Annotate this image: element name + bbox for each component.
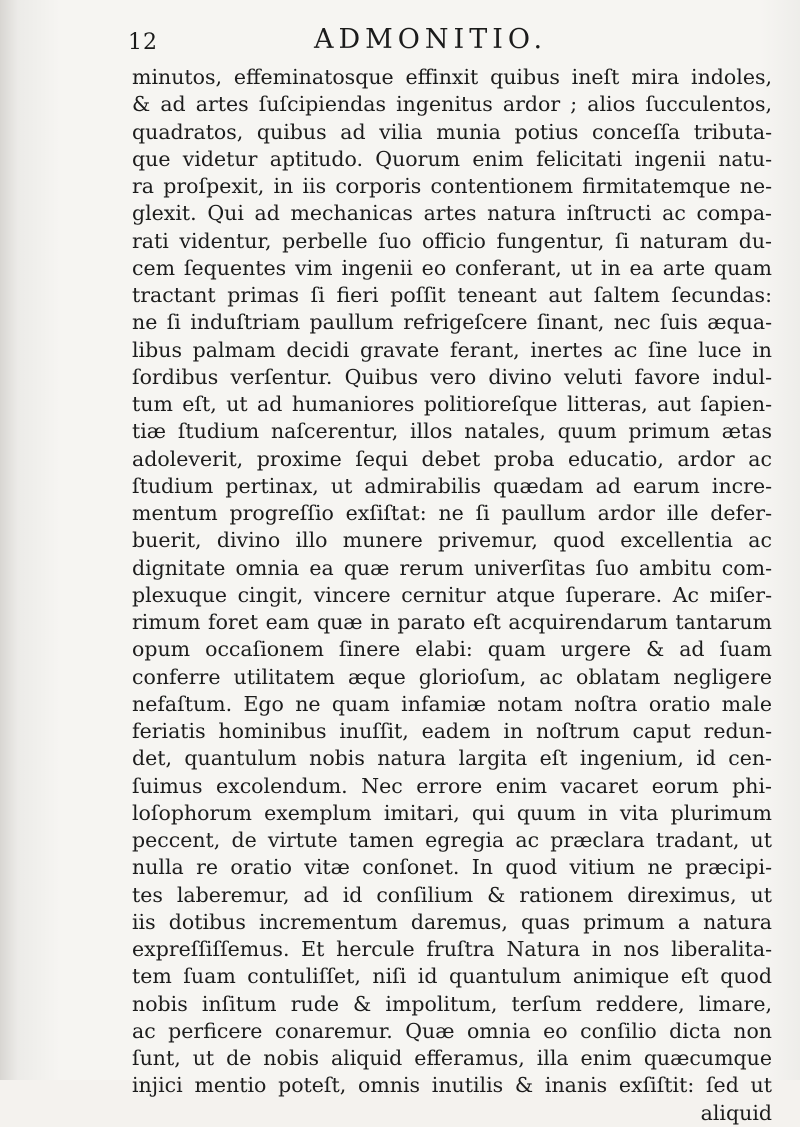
text-line: feriatis hominibus inuſſit, eadem in noſtrum caput redun- bbox=[132, 719, 772, 743]
text-line: ſordibus verſentur. Quibus vero divino veluti favore indul- bbox=[132, 364, 772, 389]
text-line: ne ſi induſtriam paullum refrigeſcere ſinant, nec ſuis æqua- bbox=[132, 310, 772, 335]
text-line: tractant primas ſi fieri poſſit teneant aut ſaltem ſecundas: bbox=[132, 283, 772, 307]
text-line: nobis inſitum rude & impolitum, terſum reddere, limare, bbox=[132, 991, 772, 1016]
text-line: & ad artes ſuſcipiendas ingenitus ardor ; alios ſucculentos, bbox=[132, 92, 772, 117]
text-line: ſuimus excolendum. Nec errore enim vacaret eorum phi- bbox=[132, 773, 772, 798]
text-line: glexit. Qui ad mechanicas artes natura inſtructi ac compa- bbox=[132, 201, 772, 226]
page-number: 12 bbox=[128, 30, 158, 55]
text-line: peccent, de virtute tamen egregia ac præclara tradant, ut bbox=[132, 828, 772, 852]
text-line: dignitate omnia ea quæ rerum univerſitas ſuo ambitu com- bbox=[132, 555, 772, 580]
body-text bbox=[132, 64, 772, 1127]
text-line: tiæ ſtudium naſcerentur, illos natales, quum primum ætas bbox=[132, 419, 772, 444]
text-line: det, quantulum nobis natura largita eſt ingenium, id cen- bbox=[132, 746, 772, 771]
text-line: nefaſtum. Ego ne quam infamiæ notam noſtra oratio male bbox=[132, 691, 772, 716]
text-line: tes laberemur, ad id conſilium & rationem direximus, ut bbox=[132, 882, 772, 907]
running-title: ADMONITIO. bbox=[314, 24, 548, 55]
text-line: tum eſt, ut ad humaniores politioreſque litteras, aut ſapien- bbox=[132, 392, 772, 416]
text-line: quadratos, quibus ad vilia munia potius conceſſa tributa- bbox=[132, 119, 772, 144]
page-header bbox=[128, 22, 768, 62]
text-line: iis dotibus incrementum daremus, quas primum a natura bbox=[132, 909, 772, 934]
text-line: nulla re oratio vitæ conſonet. In quod vitium ne præcipi- bbox=[132, 855, 772, 880]
text-line: conferre utilitatem æque glorioſum, ac oblatam negligere bbox=[132, 664, 772, 689]
text-line: rati videntur, perbelle ſuo officio fungentur, ſi naturam du- bbox=[132, 228, 772, 253]
text-line: expreſſiſſemus. Et hercule fruſtra Natura in nos liberalita- bbox=[132, 937, 772, 961]
text-line: rimum foret eam quæ in parato eſt acquirendarum tantarum bbox=[132, 610, 772, 634]
text-line: mentum progreſſio exſiſtat: ne ſi paullum ardor ille defer- bbox=[132, 501, 772, 525]
text-line: minutos, effeminatosque effinxit quibus ineſt mira indoles, bbox=[132, 65, 772, 89]
text-line: ra proſpexit, in iis corporis contentionem firmitatemque ne- bbox=[132, 174, 772, 198]
text-line: loſophorum exemplum imitari, qui quum in vita plurimum bbox=[132, 800, 772, 825]
text-line: opum occaſionem ſinere elabi: quam urgere & ad ſuam bbox=[132, 637, 772, 662]
text-line: tem ſuam contuliſſet, niſi id quantulum animique eſt quod bbox=[132, 964, 772, 989]
text-line: injici mentio poteſt, omnis inutilis & inanis exſiſtit: ſed ut bbox=[132, 1073, 772, 1098]
text-line: ſtudium pertinax, ut admirabilis quædam ad earum incre- bbox=[132, 473, 772, 498]
text-line: buerit, divino illo munere privemur, quod excellentia ac bbox=[132, 528, 772, 553]
text-line: adoleverit, proxime ſequi debet proba educatio, ardor ac bbox=[132, 446, 772, 471]
text-line: ſunt, ut de nobis aliquid efferamus, illa enim quæcumque bbox=[132, 1046, 772, 1070]
text-line: cem ſequentes vim ingenii eo conferant, ut in ea arte quam bbox=[132, 255, 772, 280]
text-line: ac perficere conaremur. Quæ omnia eo conſilio dicta non bbox=[132, 1018, 772, 1043]
text-line: libus palmam decidi gravate ferant, inertes ac ſine luce in bbox=[132, 337, 772, 362]
text-line: que videtur aptitudo. Quorum enim felicitati ingenii natu- bbox=[132, 146, 772, 171]
text-line: plexuque cingit, vincere cernitur atque ſuperare. Ac miſer- bbox=[132, 582, 772, 607]
catchword: aliquid bbox=[700, 1100, 772, 1125]
